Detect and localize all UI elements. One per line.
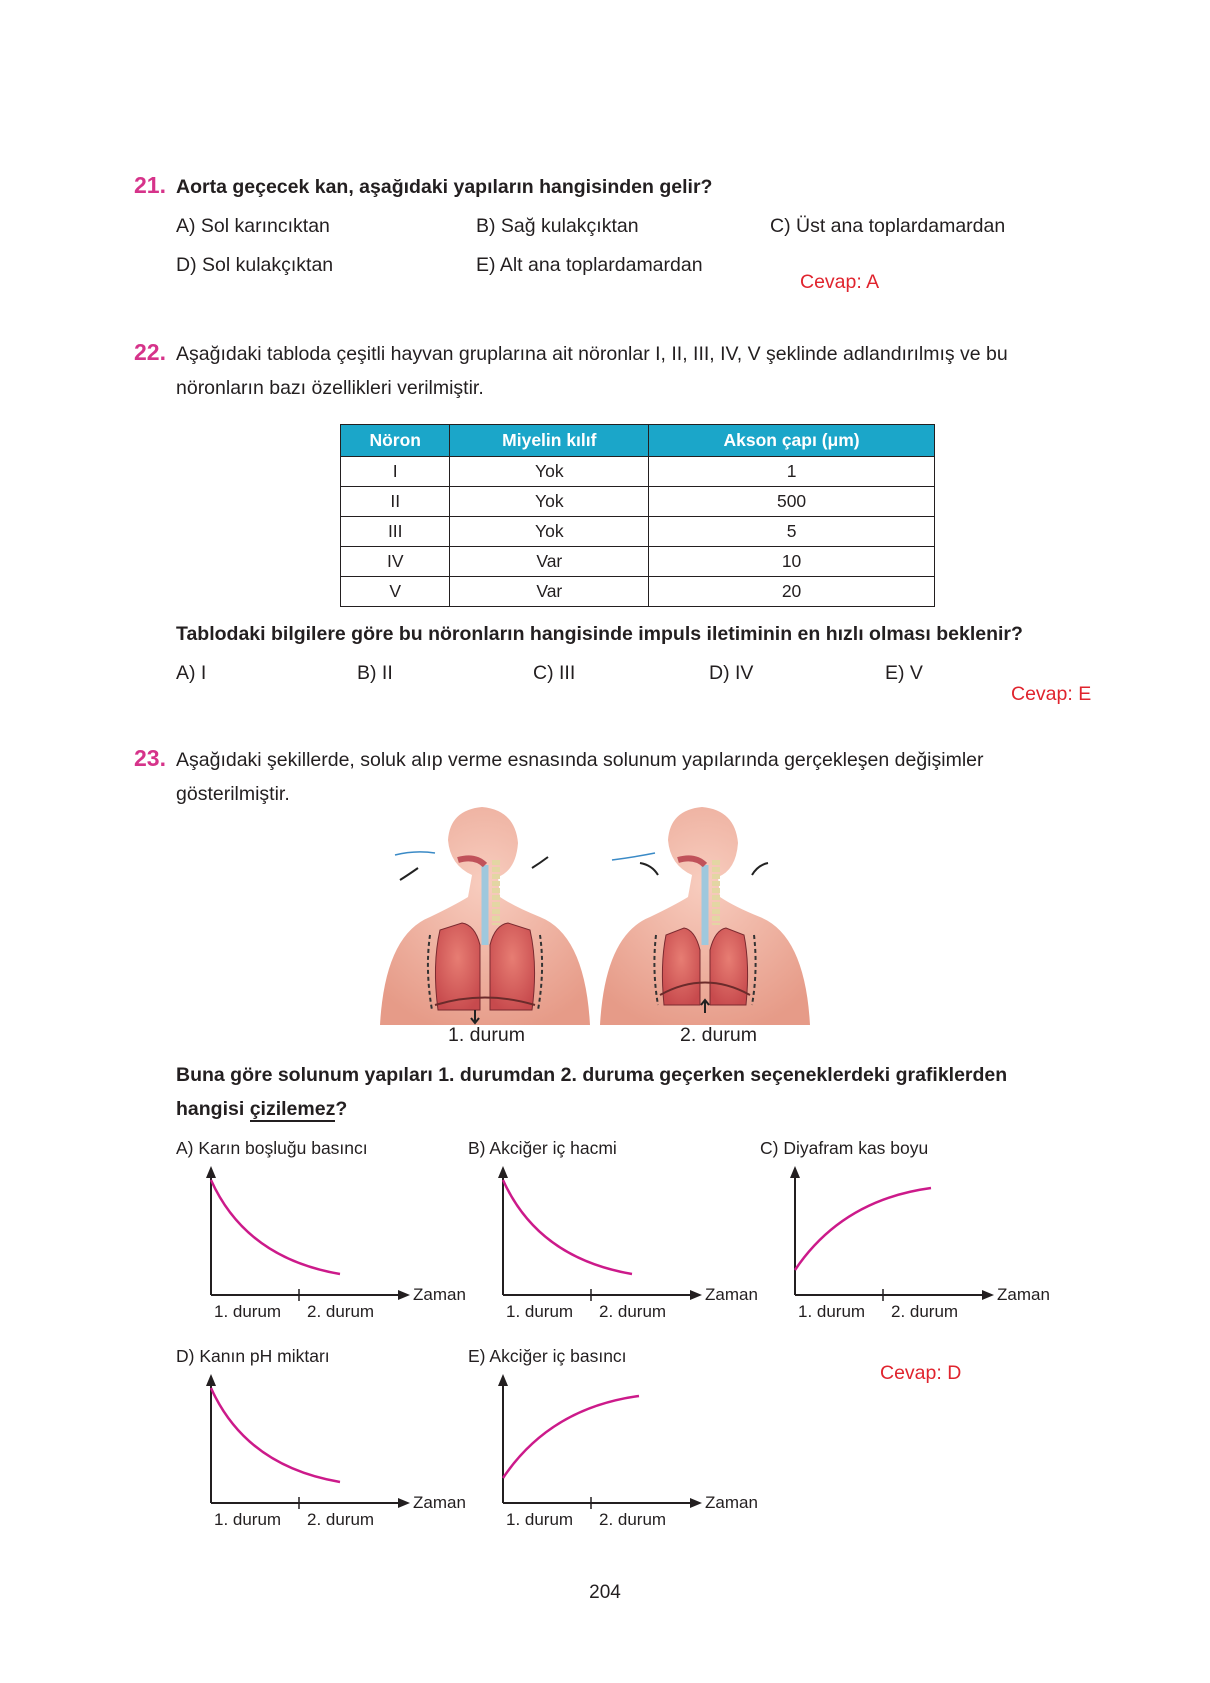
table-header-cell: Nöron: [341, 425, 450, 457]
figure-state-1: [380, 807, 590, 1025]
respiration-illustration: [380, 805, 820, 1030]
table-cell: II: [341, 487, 450, 517]
y-axis-arrow: [498, 1166, 508, 1178]
graph-svg: [468, 1138, 768, 1338]
series-curve: [795, 1188, 931, 1270]
series-curve: [211, 1180, 340, 1274]
table-cell: IV: [341, 547, 450, 577]
q22-option-d: D) IV: [709, 662, 754, 684]
graph-title: E) Akciğer iç basıncı: [468, 1346, 627, 1366]
table-cell: 500: [649, 487, 935, 517]
question-23-stem-line-2: gösterilmiştir.: [176, 783, 290, 805]
table-row: [341, 517, 935, 547]
table-cell: V: [341, 577, 450, 607]
table-row: [341, 457, 935, 487]
x-tick-label: 2. durum: [599, 1302, 667, 1321]
graph-svg: [176, 1346, 476, 1546]
graph-title: B) Akciğer iç hacmi: [468, 1138, 617, 1158]
q22-option-c: C) III: [533, 662, 576, 684]
table-cell: Var: [450, 577, 649, 607]
graph-b: [468, 1138, 768, 1338]
question-22-number: 22.: [134, 339, 166, 365]
figure-label-state-2: 2. durum: [680, 1024, 757, 1046]
series-curve: [211, 1388, 340, 1482]
table-cell: I: [341, 457, 450, 487]
question-23-stem-line-1: Aşağıdaki şekillerde, soluk alıp verme esnasında solunum yapılarında gerçekleşen değişimler: [176, 749, 984, 771]
q21-option-c: C) Üst ana toplardamardan: [770, 215, 1006, 237]
y-axis-arrow: [206, 1374, 216, 1386]
figure-state-2: [600, 807, 810, 1025]
q21-option-b: B) Sağ kulakçıktan: [476, 215, 639, 237]
x-axis-arrow: [398, 1498, 410, 1508]
table-row: [341, 577, 935, 607]
graph-title: A) Karın boşluğu basıncı: [176, 1138, 368, 1158]
table-cell: 1: [649, 457, 935, 487]
x-tick-label: 2. durum: [599, 1510, 667, 1529]
table-row: [341, 547, 935, 577]
underlined-keyword: çizilemez: [249, 1098, 336, 1120]
y-axis-arrow: [498, 1374, 508, 1386]
x-axis-label: Zaman: [413, 1493, 466, 1512]
x-tick-label: 1. durum: [798, 1302, 866, 1321]
q22-option-e: E) V: [885, 662, 923, 684]
y-axis-arrow: [790, 1166, 800, 1178]
table-row: [341, 487, 935, 517]
q22-option-a: A) I: [176, 662, 207, 684]
table-cell: Yok: [450, 457, 649, 487]
question-21-stem: Aorta geçecek kan, aşağıdaki yapıların hangisinden gelir?: [176, 176, 713, 198]
x-axis-arrow: [982, 1290, 994, 1300]
x-tick-label: 1. durum: [506, 1302, 574, 1321]
series-curve: [503, 1396, 639, 1478]
x-axis-arrow: [690, 1290, 702, 1300]
table-cell: Yok: [450, 517, 649, 547]
neuron-table: [340, 424, 935, 607]
q21-answer: Cevap: A: [800, 271, 880, 293]
table-header-cell: Akson çapı (μm): [649, 425, 935, 457]
question-23-number: 23.: [134, 745, 166, 771]
x-tick-label: 2. durum: [307, 1302, 375, 1321]
graph-svg: [176, 1138, 476, 1338]
x-tick-label: 2. durum: [307, 1510, 375, 1529]
q23-answer: Cevap: D: [880, 1362, 962, 1384]
table-cell: 20: [649, 577, 935, 607]
y-axis-arrow: [206, 1166, 216, 1178]
table-cell: Yok: [450, 487, 649, 517]
table-cell: Var: [450, 547, 649, 577]
question-21-number: 21.: [134, 172, 166, 198]
graph-title: C) Diyafram kas boyu: [760, 1138, 929, 1158]
page-number: 204: [589, 1582, 621, 1603]
question-22-question: Tablodaki bilgilere göre bu nöronların hangisinde impuls iletiminin en hızlı olması beklenir?: [176, 623, 1023, 645]
question-23-question-line-1: Buna göre solunum yapıları 1. durumdan 2. duruma geçerken seçeneklerdeki grafiklerden: [176, 1064, 1008, 1086]
question-22-stem-line-1: Aşağıdaki tabloda çeşitli hayvan gruplarına ait nöronlar I, II, III, IV, V şeklinde adlandırılmış ve bu: [176, 343, 1008, 365]
table-cell: 10: [649, 547, 935, 577]
graph-svg: [468, 1346, 768, 1546]
table-cell: III: [341, 517, 450, 547]
q22-answer: Cevap: E: [1011, 683, 1092, 705]
x-tick-label: 1. durum: [214, 1510, 282, 1529]
graph-svg: [760, 1138, 1060, 1338]
x-tick-label: 1. durum: [214, 1302, 282, 1321]
x-axis-label: Zaman: [413, 1285, 466, 1304]
q21-option-a: A) Sol karıncıktan: [176, 215, 330, 237]
figure-label-state-1: 1. durum: [448, 1024, 525, 1046]
graph-title: D) Kanın pH miktarı: [176, 1346, 330, 1366]
x-axis-label: Zaman: [705, 1493, 758, 1512]
question-23-question-line-2: hangisi çizilemez?: [176, 1098, 348, 1120]
x-tick-label: 1. durum: [506, 1510, 574, 1529]
series-curve: [503, 1180, 632, 1274]
x-axis-label: Zaman: [997, 1285, 1050, 1304]
q22-option-b: B) II: [357, 662, 393, 684]
q21-option-d: D) Sol kulakçıktan: [176, 254, 334, 276]
graph-a: [176, 1138, 476, 1338]
graph-c: [760, 1138, 1060, 1338]
table-header-cell: Miyelin kılıf: [450, 425, 649, 457]
question-22-stem-line-2: nöronların bazı özellikleri verilmiştir.: [176, 377, 484, 399]
q21-option-e: E) Alt ana toplardamardan: [476, 254, 703, 276]
x-axis-arrow: [398, 1290, 410, 1300]
table-cell: 5: [649, 517, 935, 547]
graph-d: [176, 1346, 476, 1546]
graph-e: [468, 1346, 768, 1546]
x-axis-arrow: [690, 1498, 702, 1508]
x-tick-label: 2. durum: [891, 1302, 959, 1321]
x-axis-label: Zaman: [705, 1285, 758, 1304]
table-header-row: [341, 425, 935, 457]
